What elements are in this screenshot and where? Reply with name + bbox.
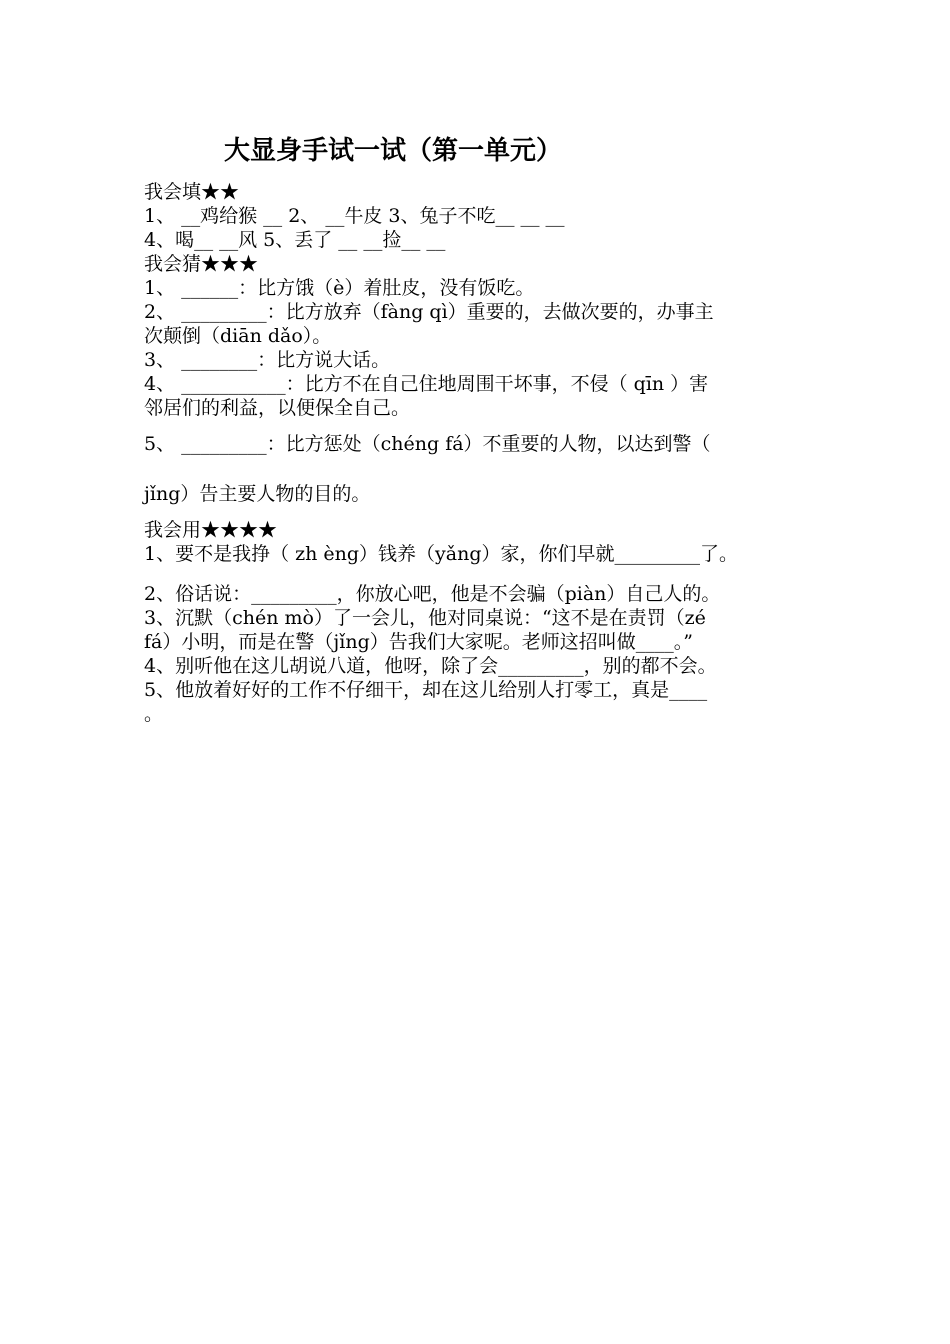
section-heading: 我会猜★★★ <box>144 253 259 275</box>
question-line: 1、 ______：比方饿（è）着肚皮，没有饭吃。 <box>144 277 535 299</box>
section-use <box>144 518 814 726</box>
question-line: 4、别听他在这儿胡说八道，他呀，除了会_________，别的都不会。 <box>144 655 717 677</box>
worksheet <box>144 132 814 726</box>
question-line: 4、 ___________：比方不在自己住地周围干坏事，不侵（ qīn ）害 <box>144 373 709 395</box>
question-line: 2、俗话说：_________，你放心吧，他是不会骗（piàn）自己人的。 <box>144 583 721 605</box>
question-line: 4、喝__ __风 5、丢了 __ __捡__ __ <box>144 229 446 251</box>
question-line: jǐng）告主要人物的目的。 <box>144 483 371 505</box>
question-line: 邻居们的利益，以便保全自己。 <box>144 397 411 419</box>
section-heading: 我会填★★ <box>144 181 240 203</box>
worksheet-title: 大显身手试一试（第一单元） <box>224 136 563 166</box>
section-fill <box>144 180 814 252</box>
section-guess <box>144 252 814 506</box>
question-line: 3、沉默（chén mò）了一会儿，他对同桌说：“这不是在责罚（zé <box>144 607 706 629</box>
question-line: 5、 _________：比方惩处（chéng fá）不重要的人物，以达到警（ <box>144 433 711 455</box>
question-line: 2、 _________：比方放弃（fàng qì）重要的，去做次要的，办事主 <box>144 301 714 323</box>
question-line: fá）小明，而是在警（jǐng）告我们大家呢。老师这招叫做____。” <box>144 631 693 653</box>
question-line: 次颠倒（diān dǎo）。 <box>144 325 332 347</box>
question-line: 1、要不是我挣（ zh èng）钱养（yǎng）家，你们早就_________了。 <box>144 543 739 565</box>
question-line: 。 <box>144 703 164 725</box>
question-line: 3、 ________：比方说大话。 <box>144 349 391 371</box>
section-heading: 我会用★★★★ <box>144 519 278 541</box>
question-line: 1、 __鸡给猴 __ 2、 __牛皮 3、兔子不吃__ __ __ <box>144 205 565 227</box>
question-line: 5、他放着好好的工作不仔细干，却在这儿给别人打零工，真是____ <box>144 679 708 701</box>
